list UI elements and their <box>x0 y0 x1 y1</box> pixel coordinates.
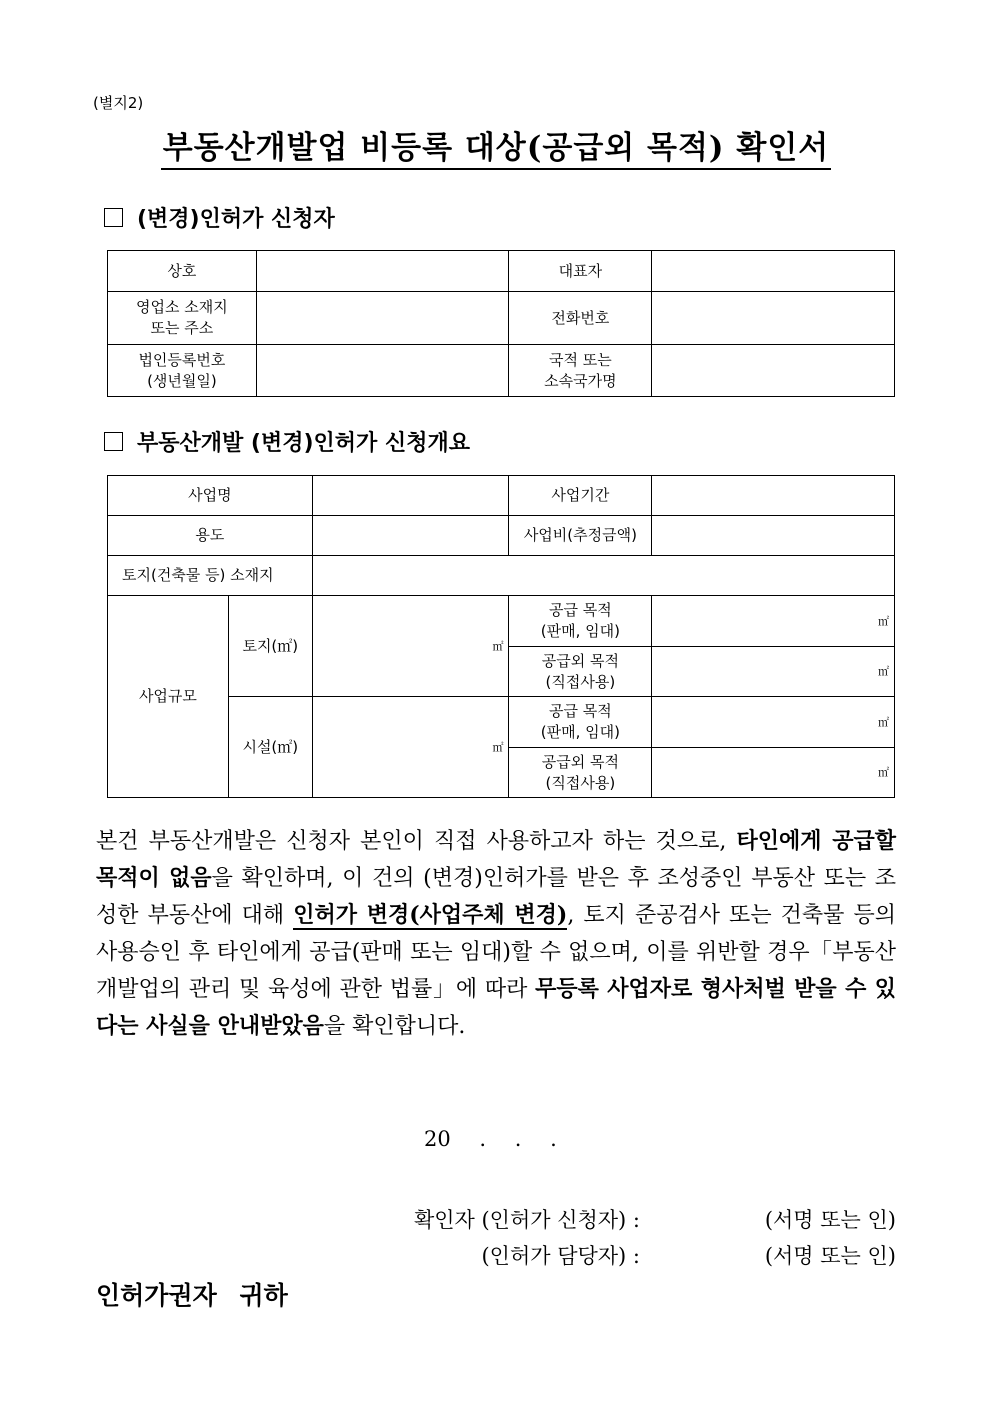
checkbox-icon <box>104 208 123 227</box>
table-row <box>108 596 895 647</box>
table-row <box>108 556 895 596</box>
field-facility-area[interactable] <box>312 697 509 798</box>
signer-officer-label: (인허가 담당자) : <box>481 1244 640 1268</box>
label-facility: 시설(㎡) <box>228 697 312 798</box>
table-row <box>108 292 895 345</box>
label-non-supply-purpose <box>509 647 652 697</box>
document-title <box>0 122 992 167</box>
signer-officer-sign-note[interactable]: (서명 또는 인) <box>764 1244 896 1268</box>
field-address[interactable] <box>256 292 509 345</box>
field-facility-supply[interactable] <box>652 697 895 748</box>
table-row <box>108 516 895 556</box>
section-overview-heading <box>104 426 470 457</box>
unit-label: ㎡ <box>878 766 889 779</box>
document-title-text: 부동산개발업 비등록 대상(공급외 목적) 확인서 <box>161 130 831 170</box>
label-line: (판매, 임대) <box>540 622 620 640</box>
field-company-name[interactable] <box>256 251 509 292</box>
label-non-supply-purpose <box>509 748 652 798</box>
label-line: (생년월일) <box>147 371 217 390</box>
label-supply-purpose <box>509 596 652 647</box>
unit-label: ㎡ <box>492 639 504 653</box>
label-supply-purpose <box>509 697 652 748</box>
field-business-period[interactable] <box>652 476 895 516</box>
applicant-table <box>107 250 895 397</box>
section-overview-heading-text: 부동산개발 (변경)인허가 신청개요 <box>137 431 470 456</box>
label-business-name: 사업명 <box>108 476 313 516</box>
paragraph-bold-text: 타인에게 공급할 목적이 없음 <box>96 828 896 891</box>
label-line: 영업소 소재지 <box>136 298 228 316</box>
paragraph-text: 을 확인합니다. <box>323 1014 466 1039</box>
label-business-scale: 사업규모 <box>108 596 229 798</box>
field-business-name[interactable] <box>312 476 509 516</box>
label-representative: 대표자 <box>509 251 652 292</box>
field-phone[interactable] <box>652 292 895 345</box>
label-line: (판매, 임대) <box>540 723 620 741</box>
label-line: (직접사용) <box>545 773 616 792</box>
label-line: 국적 또는 <box>549 350 612 369</box>
label-line: 법인등록번호 <box>138 350 226 369</box>
unit-label: ㎡ <box>878 715 889 729</box>
checkbox-icon <box>104 432 123 451</box>
field-land-supply[interactable] <box>652 596 895 647</box>
label-line: 소속국가명 <box>544 371 617 390</box>
table-row <box>108 345 895 397</box>
confirmation-paragraph <box>96 823 896 1045</box>
paragraph-text: , 토지 준공검사 또는 건축물 등의 사용승인 후 타인에게 공급(판매 또는 임대)할 수 없으며, 이를 위반할 경우「부동산개발업의 관리 및 육성에 관한 법률」에 따라 <box>96 903 896 1002</box>
field-usage[interactable] <box>312 516 509 556</box>
label-phone: 전화번호 <box>509 292 652 345</box>
field-facility-non-supply[interactable] <box>652 748 895 798</box>
label-business-period: 사업기간 <box>509 476 652 516</box>
label-business-cost: 사업비(추정금액) <box>509 516 652 556</box>
paragraph-text: 본건 부동산개발은 신청자 본인이 직접 사용하고자 하는 것으로, <box>96 829 737 854</box>
field-land-area[interactable] <box>312 596 509 697</box>
label-address <box>108 292 257 345</box>
field-business-cost[interactable] <box>652 516 895 556</box>
signer-applicant-label: 확인자 (인허가 신청자) : <box>413 1208 640 1232</box>
field-corp-number[interactable] <box>256 345 509 397</box>
label-line: 또는 주소 <box>150 319 214 337</box>
paragraph-text: 을 확인하며, 이 건의 (변경)인허가를 받은 후 조성중인 부동산 또는 조성한 부동산에 대해 <box>96 866 896 928</box>
unit-label: ㎡ <box>878 665 889 678</box>
label-company-name: 상호 <box>108 251 257 292</box>
unit-label: ㎡ <box>878 614 889 628</box>
label-line: (직접사용) <box>545 672 616 691</box>
label-corp-number <box>108 345 257 397</box>
field-nationality[interactable] <box>652 345 895 397</box>
section-applicant-heading <box>104 202 335 233</box>
label-usage: 용도 <box>108 516 313 556</box>
table-row <box>108 476 895 516</box>
signer-applicant-sign-note[interactable]: (서명 또는 인) <box>764 1208 896 1232</box>
unit-label: ㎡ <box>492 740 504 754</box>
section-applicant-heading-text: (변경)인허가 신청자 <box>137 207 335 232</box>
label-line: 공급 목적 <box>549 702 612 720</box>
label-line: 공급 목적 <box>549 601 612 619</box>
label-land-location: 토지(건축물 등) 소재지 <box>108 556 313 596</box>
field-land-non-supply[interactable] <box>652 647 895 697</box>
field-representative[interactable] <box>652 251 895 292</box>
date-line: 20 . . . <box>424 1127 557 1151</box>
field-land-location[interactable] <box>312 556 894 596</box>
table-row <box>108 251 895 292</box>
paragraph-bold-text: 무등록 사업자로 형사처벌 받을 수 있다는 사실을 안내받았음 <box>96 976 896 1039</box>
paragraph-underlined-text: 인허가 변경(사업주체 변경) <box>293 902 568 928</box>
overview-table <box>107 475 895 798</box>
label-line: 공급외 목적 <box>541 752 619 771</box>
label-land: 토지(㎡) <box>228 596 312 697</box>
addressee: 인허가권자 귀하 <box>96 1281 288 1310</box>
label-nationality <box>509 345 652 397</box>
label-line: 공급외 목적 <box>541 651 619 670</box>
appendix-label: (별지2) <box>93 94 144 112</box>
